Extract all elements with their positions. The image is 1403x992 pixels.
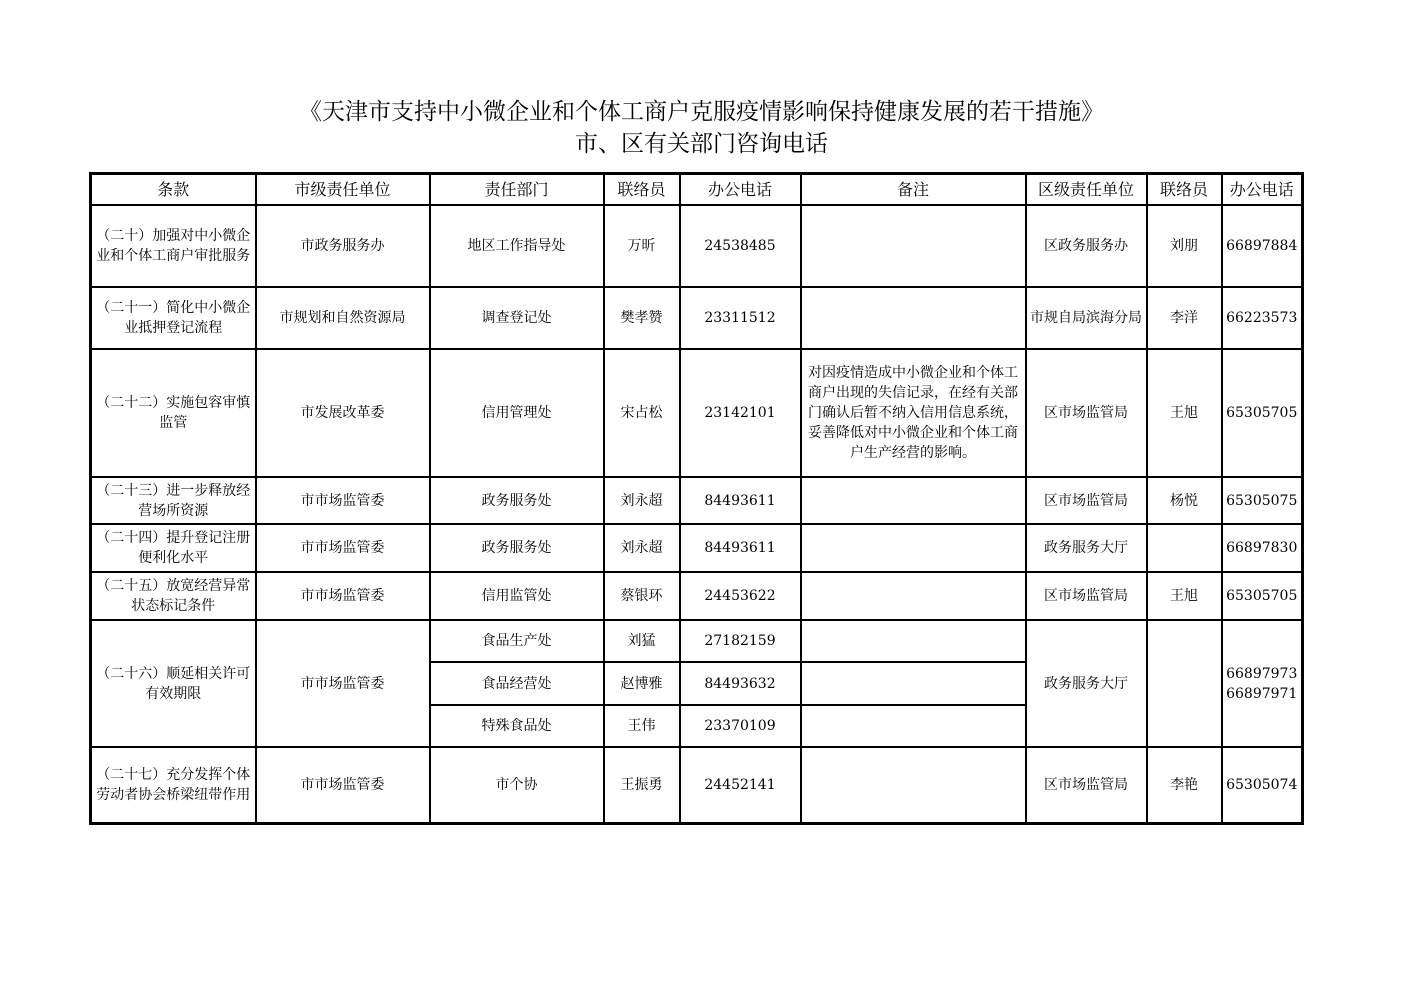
contact-cell: 刘猛 <box>604 620 680 662</box>
phone-cell: 24452141 <box>680 747 801 823</box>
note-cell <box>801 620 1026 662</box>
header-dept: 责任部门 <box>430 174 604 206</box>
table-header-row <box>91 174 1303 206</box>
district-unit-cell: 区市场监管局 <box>1026 572 1147 620</box>
phone-cell: 23142101 <box>680 349 801 477</box>
phone-cell: 84493632 <box>680 662 801 705</box>
note-cell <box>801 524 1026 572</box>
district-phone-line-1: 66897973 <box>1226 665 1298 682</box>
table-row <box>91 524 1303 572</box>
document-title: 《天津市支持中小微企业和个体工商户克服疫情影响保持健康发展的若干措施》 <box>299 99 1104 125</box>
district-unit-cell: 政务服务大厅 <box>1026 524 1147 572</box>
dept-cell: 特殊食品处 <box>430 705 604 747</box>
phone-cell: 24538485 <box>680 205 801 287</box>
clause-cell: （二十七）充分发挥个体劳动者协会桥梁纽带作用 <box>91 747 256 823</box>
district-contact-cell <box>1147 524 1222 572</box>
clause-cell: （二十三）进一步释放经营场所资源 <box>91 477 256 524</box>
contact-cell: 王振勇 <box>604 747 680 823</box>
district-contact-cell: 杨悦 <box>1147 477 1222 524</box>
city-unit-cell: 市市场监管委 <box>256 620 430 747</box>
phone-cell: 23370109 <box>680 705 801 747</box>
contact-cell: 赵博雅 <box>604 662 680 705</box>
dept-cell: 信用监管处 <box>430 572 604 620</box>
dept-cell: 市个协 <box>430 747 604 823</box>
table-row <box>91 287 1303 349</box>
table-row <box>91 477 1303 524</box>
district-phone-cell: 65305074 <box>1222 747 1303 823</box>
note-cell <box>801 287 1026 349</box>
table-row <box>91 205 1303 287</box>
header-district-unit: 区级责任单位 <box>1026 174 1147 206</box>
district-phone-cell: 65305705 <box>1222 572 1303 620</box>
phone-cell: 84493611 <box>680 477 801 524</box>
district-phone-line-2: 66897971 <box>1226 685 1298 702</box>
city-unit-cell: 市规划和自然资源局 <box>256 287 430 349</box>
city-unit-cell: 市发展改革委 <box>256 349 430 477</box>
contact-cell: 刘永超 <box>604 524 680 572</box>
contact-cell: 王伟 <box>604 705 680 747</box>
district-phone-cell: 65305705 <box>1222 349 1303 477</box>
district-unit-cell: 区市场监管局 <box>1026 477 1147 524</box>
note-cell <box>801 477 1026 524</box>
city-unit-cell: 市市场监管委 <box>256 572 430 620</box>
clause-cell: （二十一）简化中小微企业抵押登记流程 <box>91 287 256 349</box>
district-phone-cell: 66223573 <box>1222 287 1303 349</box>
note-cell <box>801 205 1026 287</box>
note-cell: 对因疫情造成中小微企业和个体工商户出现的失信记录，在经有关部门确认后暂不纳入信用信息系统，妥善降低对中小微企业和个体工商户生产经营的影响。 <box>801 349 1026 477</box>
clause-cell: （二十二）实施包容审慎监管 <box>91 349 256 477</box>
contact-cell: 刘永超 <box>604 477 680 524</box>
dept-cell: 调查登记处 <box>430 287 604 349</box>
contact-cell: 蔡银环 <box>604 572 680 620</box>
clause-cell: （二十四）提升登记注册便利化水平 <box>91 524 256 572</box>
note-cell <box>801 747 1026 823</box>
dept-cell: 地区工作指导处 <box>430 205 604 287</box>
contact-table <box>89 172 1304 825</box>
dept-cell: 食品经营处 <box>430 662 604 705</box>
district-unit-cell: 区市场监管局 <box>1026 747 1147 823</box>
city-unit-cell: 市政务服务办 <box>256 205 430 287</box>
dept-cell: 政务服务处 <box>430 477 604 524</box>
dept-cell: 信用管理处 <box>430 349 604 477</box>
note-cell <box>801 705 1026 747</box>
clause-cell: （二十）加强对中小微企业和个体工商户审批服务 <box>91 205 256 287</box>
contact-cell: 樊孝赞 <box>604 287 680 349</box>
header-contact: 联络员 <box>604 174 680 206</box>
note-cell <box>801 662 1026 705</box>
document-subtitle: 市、区有关部门咨询电话 <box>575 131 828 157</box>
district-phone-cell <box>1222 620 1303 747</box>
table-row <box>91 747 1303 823</box>
note-cell <box>801 572 1026 620</box>
district-phone-cell: 66897884 <box>1222 205 1303 287</box>
phone-cell: 24453622 <box>680 572 801 620</box>
phone-cell: 23311512 <box>680 287 801 349</box>
city-unit-cell: 市市场监管委 <box>256 477 430 524</box>
phone-cell: 27182159 <box>680 620 801 662</box>
city-unit-cell: 市市场监管委 <box>256 747 430 823</box>
district-contact-cell <box>1147 620 1222 747</box>
district-unit-cell: 政务服务大厅 <box>1026 620 1147 747</box>
header-note: 备注 <box>801 174 1026 206</box>
header-clause: 条款 <box>91 174 256 206</box>
district-contact-cell: 王旭 <box>1147 572 1222 620</box>
table-row <box>91 620 1303 662</box>
header-phone: 办公电话 <box>680 174 801 206</box>
table-row <box>91 572 1303 620</box>
district-phone-cell: 66897830 <box>1222 524 1303 572</box>
district-unit-cell: 市规自局滨海分局 <box>1026 287 1147 349</box>
district-phone-cell: 65305075 <box>1222 477 1303 524</box>
district-contact-cell: 刘朋 <box>1147 205 1222 287</box>
district-unit-cell: 区政务服务办 <box>1026 205 1147 287</box>
contact-cell: 万昕 <box>604 205 680 287</box>
header-district-phone: 办公电话 <box>1222 174 1303 206</box>
contact-cell: 宋占松 <box>604 349 680 477</box>
header-district-contact: 联络员 <box>1147 174 1222 206</box>
district-contact-cell: 王旭 <box>1147 349 1222 477</box>
phone-cell: 84493611 <box>680 524 801 572</box>
district-contact-cell: 李艳 <box>1147 747 1222 823</box>
district-contact-cell: 李洋 <box>1147 287 1222 349</box>
clause-cell: （二十五）放宽经营异常状态标记条件 <box>91 572 256 620</box>
clause-cell: （二十六）顺延相关许可有效期限 <box>91 620 256 747</box>
table-row <box>91 349 1303 477</box>
header-city-unit: 市级责任单位 <box>256 174 430 206</box>
district-unit-cell: 区市场监管局 <box>1026 349 1147 477</box>
city-unit-cell: 市市场监管委 <box>256 524 430 572</box>
dept-cell: 政务服务处 <box>430 524 604 572</box>
dept-cell: 食品生产处 <box>430 620 604 662</box>
